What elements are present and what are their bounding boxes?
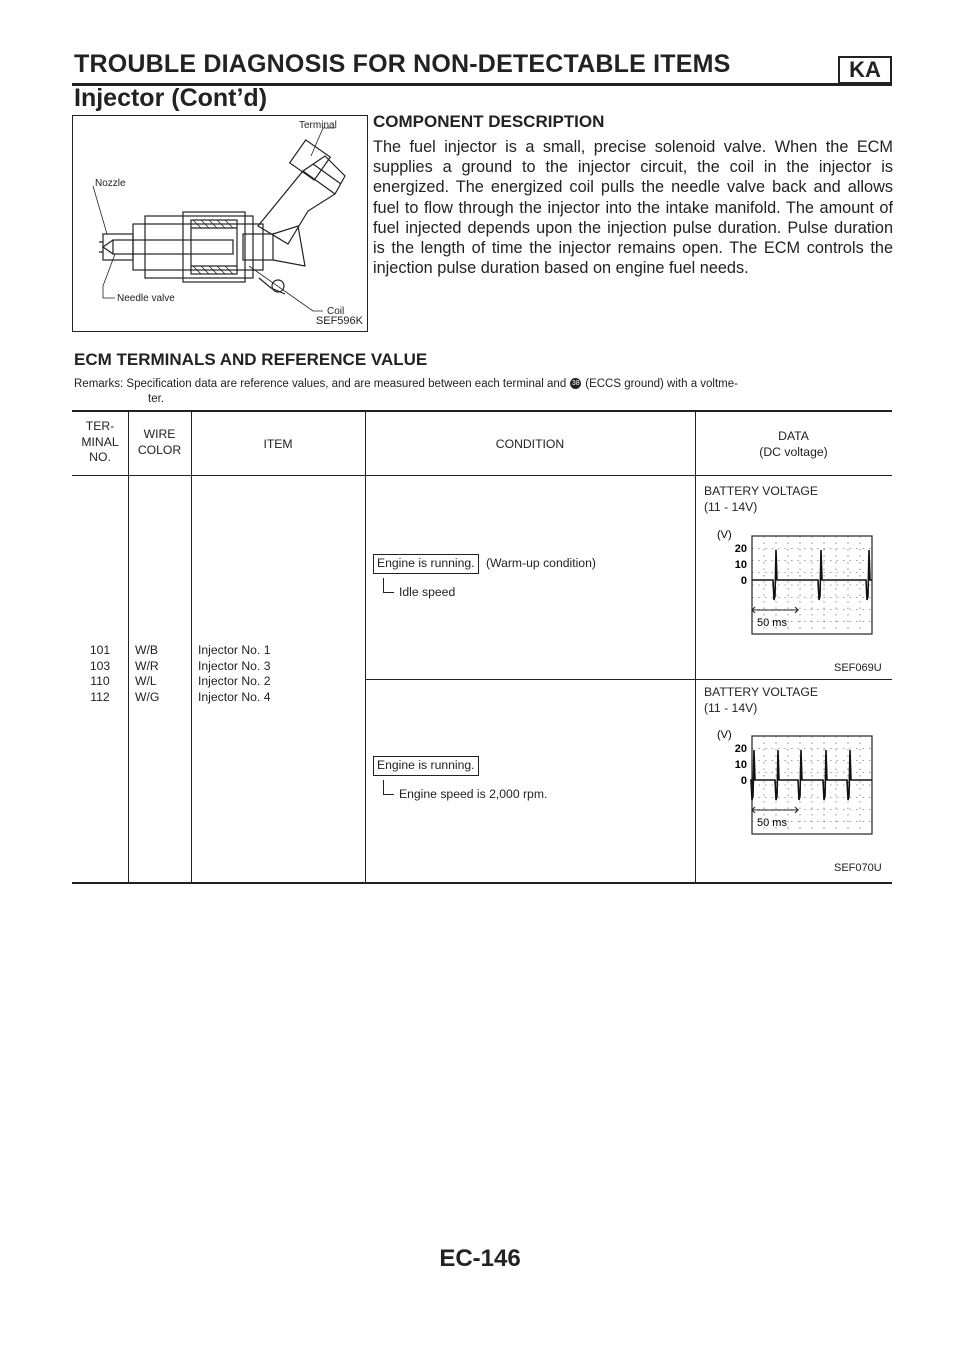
table-row-item: Injector No. 4 [198,689,271,704]
condition-1-state: Engine is running. [373,554,479,574]
scope-unit-label: (V) [717,729,732,741]
table-row-item: Injector No. 3 [198,658,271,673]
scope-y-tick-label: 0 [740,575,747,587]
table-row-terminal: 112 [90,689,110,704]
scope-y-tick-label: 10 [734,559,747,571]
condition-2-sub: Engine speed is 2,000 rpm. [399,787,548,801]
table-row-wire: W/B [135,643,159,657]
table-condition-divider [365,679,892,680]
header-terminal-line3: NO. [89,450,111,464]
table-row-terminal: 103 [89,658,111,673]
oscilloscope-waveform-1 [715,526,875,642]
injector-cutaway-drawing [73,116,366,330]
ecm-terminal-table [72,410,892,884]
page-number: EC-146 [439,1245,521,1272]
table-col-divider-1 [128,410,129,884]
condition-2 [373,756,479,776]
condition-2-data-line2: (11 - 14V) [704,700,758,715]
header-data-line2: (DC voltage) [759,444,828,459]
scope-waveform-trace [751,750,872,800]
table-col-divider-4 [695,410,696,884]
remarks [74,377,894,407]
scope-y-tick-label: 0 [740,775,747,787]
table-row-terminal: 110 [90,674,110,688]
table-row-wire: W/R [135,658,159,673]
table-bottom-rule [72,882,892,884]
table-row-wire: W/L [135,674,157,688]
figure-code: SEF596K [315,315,363,327]
table-row-item: Injector No. 2 [198,674,271,688]
component-description-body: The fuel injector is a small, precise solenoid valve. When the ECM supplies a ground to the injector circuit, the coil in the injector is energized. The energized coil pulls the needle valve back and allows fuel to flow through the injector into the intake manifold. The amount of fuel injected depends upon the injection pulse duration. Pulse duration is the length of time the injector remains open. The ECM controls the injection pulse duration based on engine fuel needs. [373,138,893,278]
condition-1-sub: Idle speed [399,585,456,599]
ecm-terminals-title: ECM TERMINALS AND REFERENCE VALUE [74,350,428,369]
header-terminal-line2: MINAL [81,434,119,449]
remarks-text-c: ter. [148,393,164,405]
scope-unit-label: (V) [717,529,732,541]
scope-time-label: 50 ms [757,617,787,629]
header-data-line1: DATA [778,429,809,443]
table-col-divider-3 [365,410,366,884]
needle-valve-label: Needle valve [117,293,175,304]
item-list [198,643,365,705]
condition-1-data [704,484,818,515]
scope-y-tick-label: 10 [734,759,747,771]
scope-y-tick-label: 20 [734,743,747,755]
header-terminal-line1: TER- [85,419,115,433]
header-wire-color [128,427,191,458]
scope-1-code: SEF069U [834,662,882,674]
condition-2-data [704,685,818,716]
header-data [695,429,892,460]
header-wire-line2: COLOR [137,442,182,457]
nozzle-label: Nozzle [95,178,126,189]
ground-terminal-icon: 38 [571,380,580,388]
header-item: ITEM [263,437,293,451]
coil-label: Coil [327,306,345,317]
engine-badge: KA [838,56,892,84]
table-top-rule [72,410,892,412]
condition-1-data-line2: (11 - 14V) [704,499,758,514]
table-row-wire: W/G [135,689,160,704]
header-wire-line1: WIRE [143,427,176,441]
condition-1-extra: (Warm-up condition) [485,556,596,570]
oscilloscope-waveform-2 [715,726,875,842]
terminal-label: Terminal [299,120,337,131]
terminal-number-list [72,643,128,705]
header-condition: CONDITION [495,437,565,451]
condition-2-state: Engine is running. [373,756,479,776]
injector-diagram [72,115,368,332]
condition-1-data-line1: BATTERY VOLTAGE [704,484,819,498]
condition-2-branch-line [383,780,394,795]
table-col-divider-2 [191,410,192,884]
remarks-text-a: Remarks: Specification data are reference values, and are measured between each terminal and [74,378,567,390]
header-terminal-no [72,419,128,466]
condition-1-branch-line [383,578,394,593]
scope-y-tick-label: 20 [734,543,747,555]
table-header-rule [72,475,892,476]
table-row-item: Injector No. 1 [198,643,271,657]
remarks-text-b: (ECCS ground) with a voltme- [585,378,738,390]
table-row-terminal: 101 [89,643,111,657]
condition-2-data-line1: BATTERY VOLTAGE [704,685,819,699]
scope-time-label: 50 ms [757,817,787,829]
wire-color-list [135,643,191,705]
page-header-title: TROUBLE DIAGNOSIS FOR NON-DETECTABLE ITEMS [74,50,731,78]
page-subtitle: Injector (Cont’d) [74,84,268,112]
condition-1 [373,554,596,574]
scope-2-code: SEF070U [834,862,882,874]
component-description-title: COMPONENT DESCRIPTION [373,112,605,131]
